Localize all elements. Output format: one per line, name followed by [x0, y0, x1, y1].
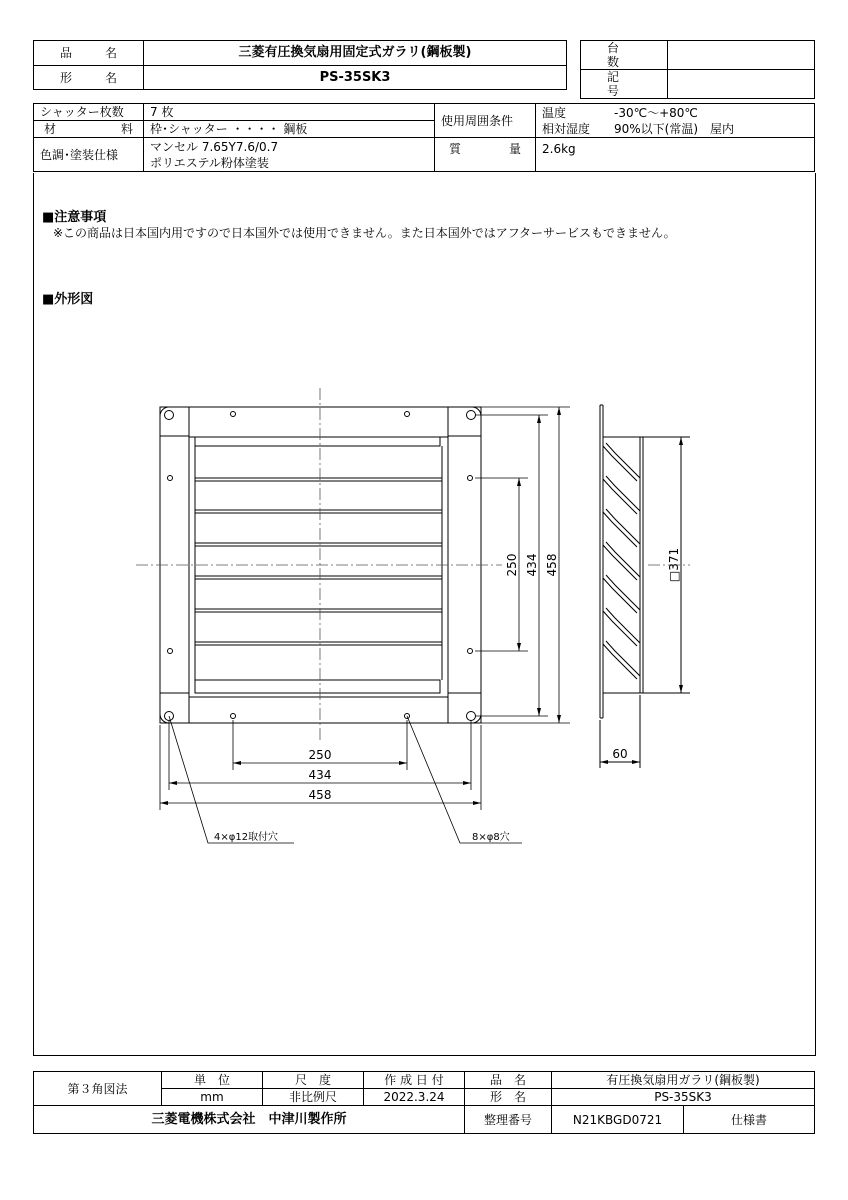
- product-name-label: 品 名: [34, 41, 144, 66]
- model-value: PS-35SK3: [144, 66, 567, 90]
- color-line2: ポリエステル粉体塗装: [150, 155, 269, 170]
- footer-model-label: 形 名: [465, 1089, 552, 1106]
- scale-label: 尺 度: [263, 1072, 364, 1089]
- unit-label: 単 位: [162, 1072, 263, 1089]
- dim-458-vertical: 458: [545, 553, 559, 577]
- drawing-title: ■外形図: [42, 292, 94, 307]
- notes-text: ※この商品は日本国内用ですので日本国外では使用できません。また日本国外ではアフターサービスもできません。: [53, 226, 676, 240]
- footer-product-name: 有圧換気扇用ガラリ(鋼板製): [552, 1072, 815, 1089]
- document-type: 仕様書: [684, 1106, 815, 1134]
- color-line1: マンセル 7.65Y7.6/0.7: [150, 139, 279, 154]
- color-label: 色調･塗装仕様: [34, 138, 144, 172]
- footer-name-label: 品 名: [465, 1072, 552, 1089]
- humidity-value: 90%以下(常温) 屋内: [614, 121, 735, 136]
- side-view: [600, 405, 690, 768]
- humidity-label: 相対湿度: [542, 121, 591, 136]
- product-name: 三菱有圧換気扇用固定式ガラリ(鋼板製): [144, 41, 567, 66]
- dim-60-side: 60: [612, 747, 628, 761]
- mass-label: 質 量: [435, 138, 536, 172]
- model-label: 形 名: [34, 66, 144, 90]
- mass-value: 2.6kg: [536, 138, 815, 172]
- temp-label: 温度: [542, 105, 567, 120]
- footer-model-value: PS-35SK3: [552, 1089, 815, 1106]
- company-name: 三菱電機株式会社 中津川製作所: [34, 1106, 465, 1134]
- mark-label: 記 号: [581, 70, 668, 99]
- notes-title: ■注意事項: [42, 210, 107, 225]
- footer-title-block: [33, 1071, 815, 1134]
- projection-method: 第３角図法: [34, 1072, 162, 1106]
- scale-value: 非比例尺: [263, 1089, 364, 1106]
- shutter-count-label: シャッター枚数: [34, 104, 144, 121]
- date-value: 2022.3.24: [364, 1089, 465, 1106]
- hole-large-label: 4×φ12取付穴: [214, 832, 279, 843]
- dim-250-vertical: 250: [505, 553, 519, 577]
- ref-number: N21KBGD0721: [552, 1106, 684, 1134]
- ref-label: 整理番号: [465, 1106, 552, 1134]
- temp-value: -30℃～+80℃: [614, 105, 698, 120]
- dim-434-horizontal: 434: [308, 768, 332, 782]
- material-label: 材 料: [34, 121, 144, 138]
- hole-small-label: 8×φ8穴: [472, 832, 510, 843]
- dim-458-horizontal: 458: [308, 788, 332, 802]
- quantity-label: 台 数: [581, 41, 668, 70]
- dim-434-vertical: 434: [525, 553, 539, 577]
- dim-250-horizontal: 250: [308, 748, 332, 762]
- conditions-label: 使用周囲条件: [435, 104, 536, 138]
- material-value: 枠･シャッター ・・・・ 鋼板: [144, 121, 435, 138]
- dim-371-side: □371: [667, 547, 681, 583]
- shutter-count: 7 枚: [144, 104, 435, 121]
- date-label: 作 成 日 付: [364, 1072, 465, 1089]
- louver-slats: [195, 446, 442, 680]
- unit-value: mm: [162, 1089, 263, 1106]
